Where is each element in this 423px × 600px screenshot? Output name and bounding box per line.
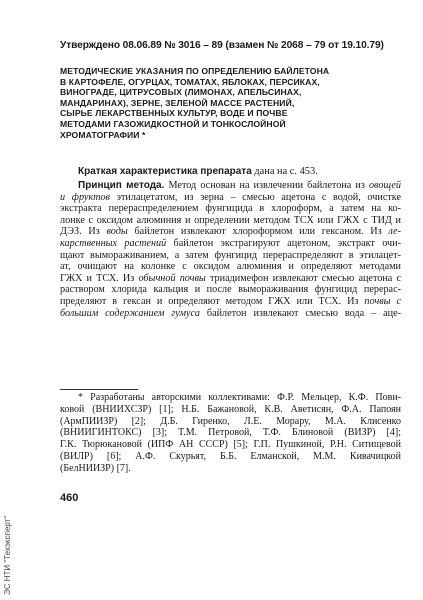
paragraph-line: лонке с оксидом алюминия и определении методом ТСХ или ГЖХ с ТИД и xyxy=(60,214,401,226)
paragraph-line: раствором хлорида кальция и после вымораживания фунгицид перерас- xyxy=(60,284,401,296)
footnote-line: (БелНИИЗР) [7]. xyxy=(60,462,131,474)
title-line: МЕТОДИЧЕСКИЕ УКАЗАНИЯ ПО ОПРЕДЕЛЕНИЮ БАЙЛЕТОНА xyxy=(60,66,330,76)
title-line: СЫРЬЕ ЛЕКАРСТВЕННЫХ КУЛЬТУР, ВОДЕ И ПОЧВЕ xyxy=(60,108,288,119)
title-line: МЕТОДАМИ ГАЗОЖИДКОСТНОЙ И ТОНКОСЛОЙНОЙ xyxy=(60,118,286,129)
footnote-line: Г.К. Тюрюкановой (ИПФ АН СССР) [5]; Г.П. Пушкиной, Р.Н. Ситищевой xyxy=(60,439,401,451)
paragraph-line: карственных растений байлетон экстрагируют ацетоном, экстракт очи- xyxy=(60,237,401,249)
approval-line: Утверждено 08.06.89 № 3016 – 89 (взамен № 2068 – 79 от 19.10.79) xyxy=(60,40,384,51)
footnote-line: ковой (ВНИИХСЗР) [1]; Н.Б. Бажановой, К.В. Аветисян, Ф.А. Папоян xyxy=(60,403,401,415)
footnote-line: (ВИЛР) [6]; А.Ф. Скурьят, Б.Б. Елманской, М.М. Кивачицкой xyxy=(60,450,401,462)
paragraph-line: и фруктов этилацетатом, из зерна – смесью ацетона с водой, очистке xyxy=(60,191,402,203)
principle-heading: Принцип метода. xyxy=(78,180,165,191)
paragraph-line: большим содержанием гумуса байлетон извлекают смесью вода – аце- xyxy=(60,307,401,319)
paragraph-line: ДЭЗ. Из воды байлетон извлекают хлороформом или гексаном. Из ле- xyxy=(60,226,401,238)
footnote-line: (ВНИИГИНТОКС) [3]; Т.М. Петровой, Т.Ф. Блиновой (ВИЗР) [4]; xyxy=(60,427,401,439)
paragraph-line: ат, очищают на колонке с оксидом алюминия и определяют методами xyxy=(60,261,401,273)
paragraph-line: экстракта перераспределением фунгицида в хлороформ, а затем на ко- xyxy=(60,203,401,215)
document-title xyxy=(60,66,400,140)
title-line: ХРОМАТОГРАФИИ * xyxy=(60,129,146,140)
paragraph-line: Принцип метода. Метод основан на извлечении байлетона из овощей xyxy=(78,180,401,191)
page-number: 460 xyxy=(60,492,79,504)
paragraph-line: ГЖХ и ТСХ. Из обычной почвы триадимефон извлекают смесью ацетона с xyxy=(60,272,401,284)
footnote xyxy=(60,392,401,475)
title-line: ВИНОГРАДЕ, ЦИТРУСОВЫХ (ЛИМОНАХ, АПЕЛЬСИНАХ, xyxy=(60,87,302,98)
watermark-text: ЭС НТИ "Техэксперт" xyxy=(3,515,12,595)
footnote-separator xyxy=(60,389,138,390)
footnote-line: (АрмПИИЗР) [2]; Д.Б. Гиренко, Л.Е. Морару, М.А. Клисенко xyxy=(60,415,401,427)
brief-characteristic xyxy=(78,166,408,177)
brief-text: дана на с. 453. xyxy=(251,166,318,177)
watermark-sidebar xyxy=(3,505,17,595)
title-line: МАНДАРИНАХ), ЗЕРНЕ, ЗЕЛЕНОЙ МАССЕ РАСТЕНИЙ, xyxy=(60,97,295,108)
footnote-line: * Разработаны авторскими коллективами: Ф.Р. Мельцер, К.Ф. Пови- xyxy=(78,392,401,403)
paragraph-line: щают вымораживанием, а затем фунгицид перераспределяют в этилацет- xyxy=(60,249,401,261)
method-principle-paragraph xyxy=(60,180,401,319)
brief-heading: Краткая характеристика препарата xyxy=(78,166,252,177)
paragraph-line: пределяют в гексан и определяют методом ГЖХ или ТСХ. Из почвы с xyxy=(60,295,401,307)
title-line: В КАРТОФЕЛЕ, ОГУРЦАХ, ТОМАТАХ, ЯБЛОКАХ, ПЕРСИКАХ, xyxy=(60,76,320,87)
